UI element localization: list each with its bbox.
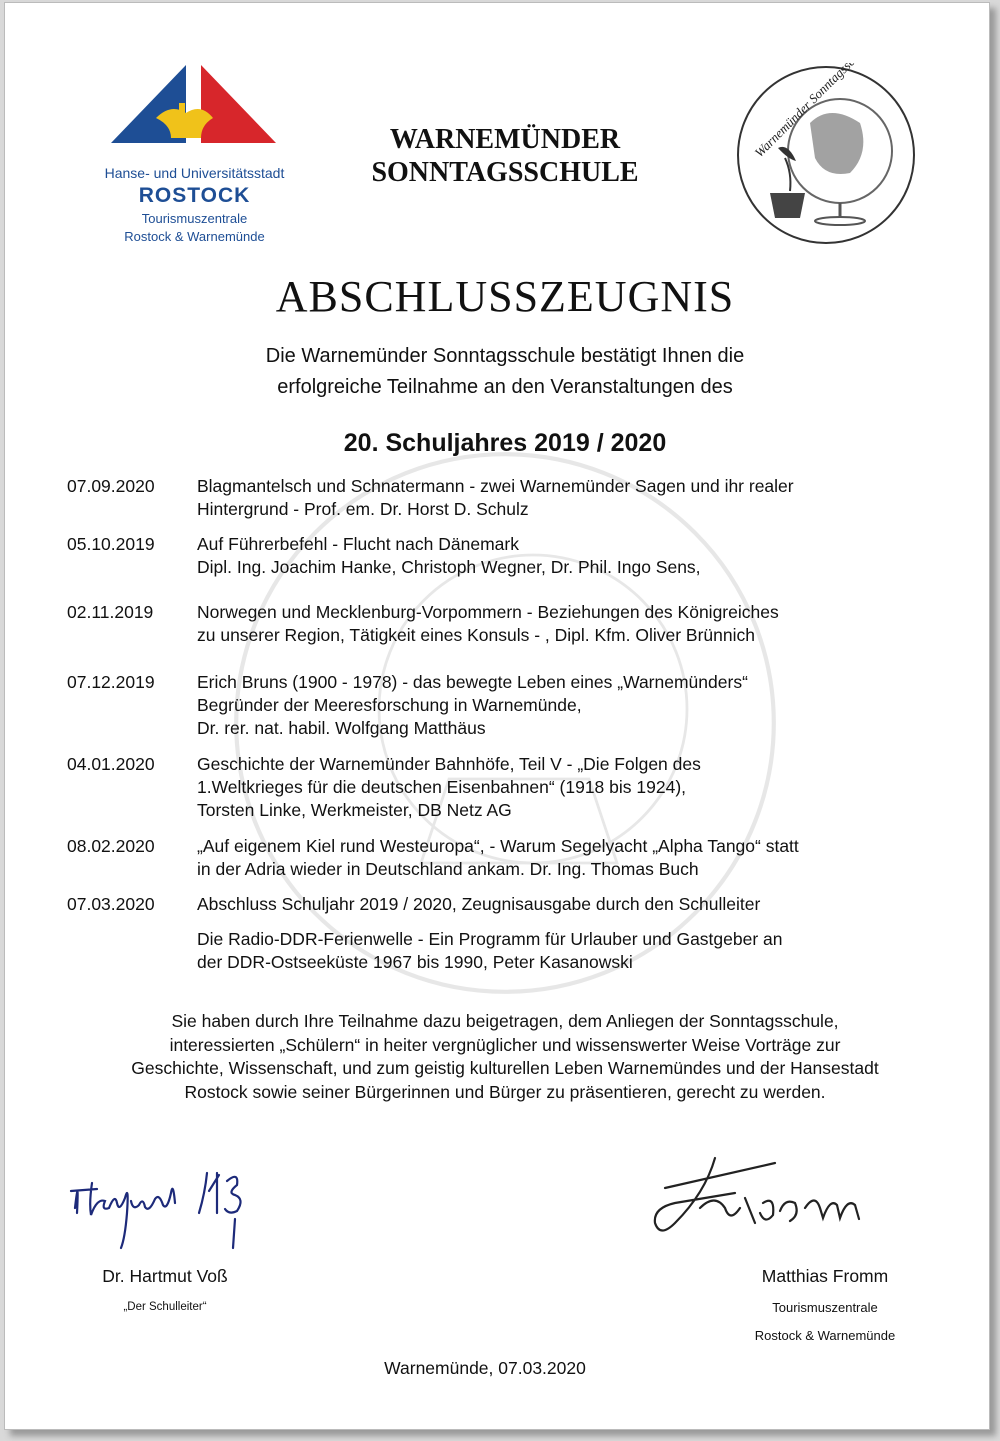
event-line: Abschluss Schuljahr 2019 / 2020, Zeugnisausgabe durch den Schulleiter — [197, 894, 761, 914]
event-date: 05.10.2019 — [67, 534, 155, 554]
school-title-line1: WARNEMÜNDER — [389, 124, 621, 155]
certificate-sheet — [4, 2, 990, 1430]
event-line: „Auf eigenem Kiel rund Westeuropa“, - Warum Segelyacht „Alpha Tango“ statt — [197, 836, 799, 856]
event-date: 07.09.2020 — [67, 476, 155, 496]
event-date: 02.11.2019 — [67, 602, 154, 622]
event-line: Die Radio-DDR-Ferienwelle - Ein Programm für Urlauber und Gastgeber an — [197, 929, 783, 949]
event-description — [197, 671, 947, 740]
school-title — [335, 123, 675, 189]
event-line: Hintergrund - Prof. em. Dr. Horst D. Schulz — [197, 499, 529, 519]
event-line: Erich Bruns (1900 - 1978) - das bewegte Leben eines „Warnemünders“ — [197, 672, 748, 692]
event-description — [197, 475, 947, 521]
rostock-city-logo — [101, 63, 281, 163]
closing-line: Geschichte, Wissenschaft, und zum geistig kulturellen Leben Warnemündes und der Hansestadt — [131, 1058, 879, 1078]
event-line: zu unserer Region, Tätigkeit eines Konsuls - , Dipl. Kfm. Oliver Brünnich — [197, 625, 755, 645]
signer-left-name: Dr. Hartmut Voß — [102, 1266, 228, 1286]
event-line: Auf Führerbefehl - Flucht nach Dänemark — [197, 534, 519, 554]
signer-left-role: „Der Schulleiter“ — [123, 1301, 207, 1313]
closing-text — [45, 1010, 965, 1104]
intro-line2: erfolgreiche Teilnahme an den Veranstaltungen des — [277, 376, 733, 398]
signature-left — [67, 1153, 267, 1263]
event-description — [197, 753, 947, 822]
closing-line: Sie haben durch Ihre Teilnahme dazu beigetragen, dem Anliegen der Sonntagsschule, — [171, 1011, 839, 1031]
event-description — [197, 601, 947, 647]
certificate-title: ABSCHLUSSZEUGNIS — [275, 272, 735, 321]
event-line: Norwegen und Mecklenburg-Vorpommern - Beziehungen des Königreiches — [197, 602, 779, 622]
closing-line: interessierten „Schülern“ in heiter vergnüglicher und wissenswerter Weise Vorträge zur — [169, 1034, 841, 1055]
signer-right-name: Matthias Fromm — [761, 1266, 889, 1286]
school-year-heading: 20. Schuljahres 2019 / 2020 — [343, 429, 667, 457]
city-logo-line2: ROSTOCK — [138, 184, 251, 207]
city-logo-line1: Hanse- und Universitätsstadt — [104, 165, 285, 181]
event-description — [197, 835, 947, 881]
event-line: Dr. rer. nat. habil. Wolfgang Matthäus — [197, 718, 486, 738]
intro-line1: Die Warnemünder Sonntagsschule bestätigt Ihnen die — [265, 345, 745, 367]
event-line: Torsten Linke, Werkmeister, DB Netz AG — [197, 800, 512, 820]
city-logo-line3: Tourismuszentrale — [141, 211, 248, 226]
event-description — [197, 893, 947, 916]
city-logo-line4: Rostock & Warnemünde — [124, 229, 265, 244]
event-line: in der Adria wieder in Deutschland ankam. Dr. Ing. Thomas Buch — [197, 859, 699, 879]
event-line: Begründer der Meeresforschung in Warnemünde, — [197, 695, 582, 715]
signature-right — [645, 1153, 915, 1253]
event-line: der DDR-Ostseeküste 1967 bis 1990, Peter Kasanowski — [197, 952, 633, 972]
event-line: Geschichte der Warnemünder Bahnhöfe, Teil V - „Die Folgen des — [197, 754, 701, 774]
event-line: Dipl. Ing. Joachim Hanke, Christoph Wegner, Dr. Phil. Ingo Sens, — [197, 557, 701, 577]
event-date: 07.12.2019 — [67, 672, 155, 692]
event-description — [197, 928, 947, 974]
event-date: 07.03.2020 — [67, 894, 155, 914]
intro-text — [5, 341, 990, 403]
event-date: 04.01.2020 — [67, 754, 155, 774]
place-and-date: Warnemünde, 07.03.2020 — [384, 1358, 586, 1378]
event-line: 1.Weltkrieges für die deutschen Eisenbahnen“ (1918 bis 1924), — [197, 777, 687, 797]
event-date: 08.02.2020 — [67, 836, 155, 856]
event-description — [197, 533, 947, 579]
school-seal-logo — [730, 63, 922, 248]
closing-line: Rostock sowie seiner Bürgerinnen und Bürger zu präsentieren, gerecht zu werden. — [184, 1081, 826, 1102]
signer-right-org2: Rostock & Warnemünde — [754, 1328, 896, 1343]
event-line: Blagmantelsch und Schnatermann - zwei Warnemünder Sagen und ihr realer — [197, 476, 794, 496]
signer-right-org1: Tourismuszentrale — [772, 1300, 878, 1315]
school-title-line2: SONNTAGSSCHULE — [371, 157, 639, 188]
